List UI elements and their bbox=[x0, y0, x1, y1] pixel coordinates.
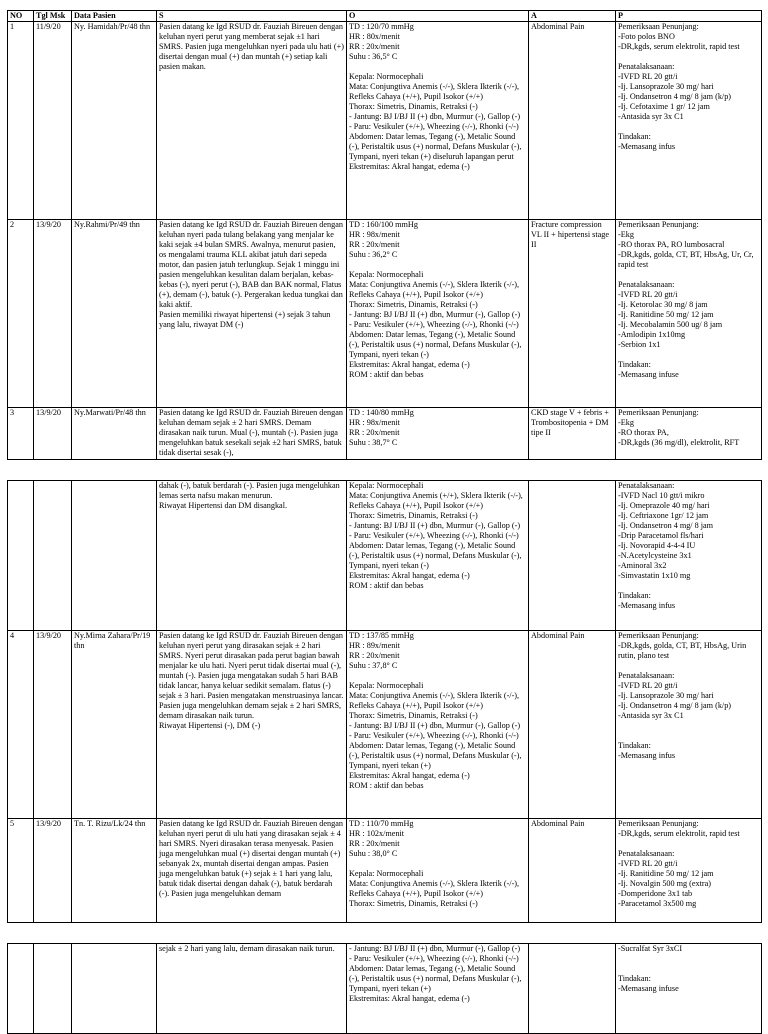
cell-line: -Paracetamol 3x500 mg bbox=[618, 899, 697, 908]
cell-line bbox=[349, 859, 526, 869]
cell-patient: Ny. Hamidah/Pr/48 thn bbox=[72, 22, 157, 220]
cell-subjective: Pasien datang ke Igd RSUD dr. Fauziah Bireuen dengan keluhan demam sejak ± 2 hari SMRS. Demam dirasakan naik turun. Mual (-), muntah (-). Pasien juga mengeluhkan batuk sesekali sejak ±2 hari SMRS, batuk tidak disertai sesak (-), bbox=[157, 408, 347, 460]
cell-line: Penatalaksanaan: bbox=[618, 671, 675, 680]
cell-line: -IVFD Nacl 10 gtt/i mikro bbox=[618, 491, 705, 500]
cell-line: -DR,kgds, golda, CT, BT, HbsAg, Ur, Cr, rapid test bbox=[618, 250, 754, 269]
cell-objective bbox=[347, 631, 529, 819]
cell-line: TD : 110/70 mmHg bbox=[349, 819, 414, 828]
cell-line: - Paru: Vesikuler (+/+), Wheezing (-/-), Rhonki (-/-) bbox=[349, 531, 519, 540]
cell-line: -Ij. Lansoprazole 30 mg/ hari bbox=[618, 691, 714, 700]
cell-plan bbox=[616, 631, 762, 819]
cell-line: -RO thorax PA, RO lumbosacral bbox=[618, 240, 725, 249]
cell-patient bbox=[72, 481, 157, 631]
cell-line: Thorax: Simetris, Dinamis, Retraksi (-) bbox=[349, 511, 478, 520]
cell-line: Suhu : 38,7° C bbox=[349, 438, 398, 447]
cell-line: Thorax: Simetris, Dinamis, Retraksi (-) bbox=[349, 102, 478, 111]
cell-subjective bbox=[157, 481, 347, 631]
cell-no: 3 bbox=[8, 408, 34, 460]
cell-line: Tindakan: bbox=[618, 741, 651, 750]
cell-date: 13/9/20 bbox=[34, 408, 72, 460]
cell-line: - Paru: Vesikuler (+/+), Wheezing (-/-), Rhonki (-/-) bbox=[349, 122, 519, 131]
cell-line: ROM : aktif dan bebas bbox=[349, 370, 424, 379]
cell-line bbox=[349, 62, 526, 72]
cell-line: RR : 20x/menit bbox=[349, 240, 400, 249]
cell-subjective: sejak ± 2 hari yang lalu, demam dirasakan naik turun. bbox=[157, 944, 347, 1034]
cell-line: - Jantung: BJ I/BJ II (+) dbn, Murmur (-), Gallop (-) bbox=[349, 944, 521, 953]
cell-subjective: Pasien datang ke Igd RSUD dr. Fauziah Bireuen dengan keluhan nyeri perut yang memberat sejak ±1 hari SMRS. Pasien juga mengeluhkan nyeri pada ulu hati (+) disertai dengan mual (+) dan muntah (+) setiap kali pasien makan. bbox=[157, 22, 347, 220]
table-row bbox=[8, 481, 762, 631]
cell-line: Pasien memiliki riwayat hipertensi (+) sejak 3 tahun yang lalu, riwayat DM (-) bbox=[159, 310, 331, 329]
cell-line: Mata: Conjungtiva Anemis (-/-), Sklera Ikterik (-/-), Refleks Cahaya (+/+), Pupil Isokor (+/+) bbox=[349, 691, 520, 710]
cell-line: -DR,kgds, serum elektrolit, rapid test bbox=[618, 829, 740, 838]
cell-line: - Jantung: BJ I/BJ II (+) dbn, Murmur (-), Gallop (-) bbox=[349, 521, 521, 530]
cell-line: -N.Acetylcysteine 3x1 bbox=[618, 551, 692, 560]
cell-line: ROM : aktif dan bebas bbox=[349, 781, 424, 790]
cell-patient: Ny.Rahmi/Pr/49 thn bbox=[72, 220, 157, 408]
cell-line: Ekstremitas: Akral hangat, edema (-) bbox=[349, 771, 470, 780]
cell-line: RR : 20x/menit bbox=[349, 42, 400, 51]
cell-no: 4 bbox=[8, 631, 34, 819]
cell-line: -Ij. Ranitidine 50 mg/ 12 jam bbox=[618, 310, 714, 319]
cell-plan bbox=[616, 819, 762, 923]
cell-line: Abdomen: Datar lemas, Tegang (-), Metalic Sound (-), Peristaltik usus (+) normal, Defans Muskular (-), Tympani, nyeri tekan (-) bbox=[349, 330, 522, 359]
cell-line: ROM : aktif dan bebas bbox=[349, 581, 424, 590]
cell-line: Abdomen: Datar lemas, Tegang (-), Metalic Sound (-), Peristaltik usus (+) normal, Defans Muskular (-), Tympani, nyeri tekan (+) diseluruh lapangan perut bbox=[349, 132, 522, 161]
table-row bbox=[8, 631, 762, 819]
cell-line: Tindakan: bbox=[618, 591, 651, 600]
cell-line: Penatalaksanaan: bbox=[618, 481, 675, 490]
cell-line: Mata: Conjungtiva Anemis (-/-), Sklera Ikterik (-/-), Refleks Cahaya (+/+), Pupil Isokor (+/+) bbox=[349, 280, 520, 299]
cell-line: -Ij. Ceftriaxone 1gr/ 12 jam bbox=[618, 511, 709, 520]
cell-line: Suhu : 36,5° C bbox=[349, 52, 398, 61]
cell-line: Tindakan: bbox=[618, 974, 651, 983]
table-row bbox=[8, 408, 762, 460]
cell-no: 2 bbox=[8, 220, 34, 408]
cell-date: 13/9/20 bbox=[34, 819, 72, 923]
cell-assessment: CKD stage V + febris + Trombositopenia + DM tipe II bbox=[529, 408, 616, 460]
cell-line: Kepala: Normocephali bbox=[349, 72, 424, 81]
cell-subjective: Pasien datang ke Igd RSUD dr. Fauziah Bireuen dengan keluhan nyeri perut di ulu hati yang dirasakan sejak ± 4 hari SMRS. Nyeri dirasakan terasa menyesak. Pasien juga mengeluhkan mual (+) disertai dengan muntah (+) sebanyak 2x, muntah disertai dengan ampas. Pasien juga mengeluhkan batuk (+) sejak ± 1 hari yang lalu, batuk tidak disertai dengan dahak (-), batuk berdarah (-). Pasien juga mengeluhkan demam bbox=[157, 819, 347, 923]
cell-line: Suhu : 38,0° C bbox=[349, 849, 398, 858]
cell-assessment: Abdominal Pain bbox=[529, 819, 616, 923]
cell-objective bbox=[347, 22, 529, 220]
cell-patient: Ny.Marwati/Pr/48 thn bbox=[72, 408, 157, 460]
cell-line: Ekstremitas: Akral hangat, edema (-) bbox=[349, 571, 470, 580]
cell-line: Ekstremitas: Akral hangat, edema (-) bbox=[349, 360, 470, 369]
cell-line: -Ij. Novalgin 500 mg (extra) bbox=[618, 879, 711, 888]
cell-line bbox=[349, 260, 526, 270]
cell-objective bbox=[347, 481, 529, 631]
cell-line: -Memasang infuse bbox=[618, 370, 679, 379]
cell-line: RR : 20x/menit bbox=[349, 428, 400, 437]
cell-line: -IVFD RL 20 gtt/i bbox=[618, 290, 678, 299]
cell-line: TD : 137/85 mmHg bbox=[349, 631, 414, 640]
cell-line: Mata: Conjungtiva Anemis (-/-), Sklera Ikterik (-/-), Refleks Cahaya (+/+), Pupil Isokor (+/+) bbox=[349, 82, 520, 101]
cell-no bbox=[8, 944, 34, 1034]
cell-line bbox=[618, 581, 759, 591]
cell-line: Mata: Conjungtiva Anemis (-/-), Sklera Ikterik (-/-), Refleks Cahaya (+/+), Pupil Isokor (+/+) bbox=[349, 879, 520, 898]
cell-objective bbox=[347, 220, 529, 408]
header-patient: Data Pasien bbox=[72, 11, 157, 22]
table-row bbox=[8, 944, 762, 1034]
cell-line: Penatalaksanaan: bbox=[618, 280, 675, 289]
cell-line: RR : 20x/menit bbox=[349, 839, 400, 848]
cell-line: -DR,kgds, golda, CT, BT, HbsAg, Urin rutin, plano test bbox=[618, 641, 747, 660]
cell-line: TD : 160/100 mmHg bbox=[349, 220, 418, 229]
cell-line: - Paru: Vesikuler (+/+), Wheezing (-/-), Rhonki (-/-) bbox=[349, 731, 519, 740]
cell-line bbox=[618, 839, 759, 849]
cell-line: Pemeriksaan Penunjang: bbox=[618, 631, 699, 640]
soap-table-page-2 bbox=[7, 480, 762, 923]
table-row bbox=[8, 220, 762, 408]
cell-line: -Memasang infuse bbox=[618, 984, 679, 993]
cell-assessment bbox=[529, 944, 616, 1034]
cell-objective bbox=[347, 408, 529, 460]
cell-line: -Serbion 1x1 bbox=[618, 340, 661, 349]
cell-assessment: Abdominal Pain bbox=[529, 22, 616, 220]
cell-line: Pemeriksaan Penunjang: bbox=[618, 22, 699, 31]
cell-line: Abdomen: Datar lemas, Tegang (-), Metalic Sound (-), Peristaltik usus (+) normal, Defans Muskular (-), Tympani, nyeri tekan (-) bbox=[349, 541, 522, 570]
cell-line: Pemeriksaan Penunjang: bbox=[618, 408, 699, 417]
cell-line: -Ij. Ondansetron 4 mg/ 8 jam bbox=[618, 521, 714, 530]
cell-no bbox=[8, 481, 34, 631]
cell-line: -Foto polos BNO bbox=[618, 32, 675, 41]
cell-assessment bbox=[529, 481, 616, 631]
cell-line bbox=[618, 721, 759, 731]
cell-line: -IVFD RL 20 gtt/i bbox=[618, 859, 678, 868]
cell-line: -DR,kgds, serum elektrolit, rapid test bbox=[618, 42, 740, 51]
cell-plan bbox=[616, 220, 762, 408]
cell-line: TD : 120/70 mmHg bbox=[349, 22, 414, 31]
cell-line: -Ij. Ketorolac 30 mg/ 8 jam bbox=[618, 300, 708, 309]
soap-table-page-3 bbox=[7, 943, 762, 1034]
cell-line: -Antasida syr 3x C1 bbox=[618, 711, 684, 720]
cell-line: - Jantung: BJ I/BJ II (+) dbn, Murmur (-), Gallop (-) bbox=[349, 310, 521, 319]
cell-assessment: Fracture compression VL II + hipertensi stage II bbox=[529, 220, 616, 408]
cell-line: -Memasang infus bbox=[618, 601, 676, 610]
cell-line bbox=[618, 661, 759, 671]
cell-line: HR : 89x/menit bbox=[349, 641, 400, 650]
cell-line bbox=[618, 350, 759, 360]
cell-line: -Domperidone 3x1 tab bbox=[618, 889, 693, 898]
header-objective: O bbox=[347, 11, 529, 22]
header-date: Tgl Msk bbox=[34, 11, 72, 22]
cell-line: -Simvastatin 1x10 mg bbox=[618, 571, 691, 580]
cell-line: -Memasang infus bbox=[618, 142, 676, 151]
table-header-row bbox=[8, 11, 762, 22]
header-subjective: S bbox=[157, 11, 347, 22]
header-assessment: A bbox=[529, 11, 616, 22]
cell-line: -IVFD RL 20 gtt/i bbox=[618, 72, 678, 81]
cell-date bbox=[34, 944, 72, 1034]
cell-line: RR : 20x/menit bbox=[349, 651, 400, 660]
cell-line: Pemeriksaan Penunjang: bbox=[618, 220, 699, 229]
cell-line: Tindakan: bbox=[618, 360, 651, 369]
cell-line: -Sucralfat Syr 3xCI bbox=[618, 944, 683, 953]
cell-line: Riwayat Hipertensi dan DM disangkal. bbox=[159, 501, 288, 510]
cell-plan bbox=[616, 481, 762, 631]
cell-line: -RO thorax PA, bbox=[618, 428, 669, 437]
cell-line: - Paru: Vesikuler (+/+), Wheezing (-/-), Rhonki (-/-) bbox=[349, 954, 519, 963]
table-row bbox=[8, 22, 762, 220]
cell-line: Pasien datang ke Igd RSUD dr. Fauziah Bireuen dengan keluhan nyeri perut yang dirasakan sejak ± 2 hari SMRS. Nyeri perut dirasakan pada perut bagian bawah menjalar ke ulu hati. Nyeri perut tidak disertai mual (-), muntah (-). Pasien juga mengatakan sudah 5 hari BAB tidak lancar, hanya keluar sedikit semalam. flatus (-) sejak ± 3 hari. Pasien mengatakan menstruasinya lancar. Pasien juga mengeluhkan demam sejak ± 2 hari SMRS, demam dirasakan naik turun. bbox=[159, 631, 344, 720]
cell-line: Abdomen: Datar lemas, Tegang (-), Metalic Sound (-), Peristaltik usus (+) normal, Defans Muskular (-), Tympani, nyeri tekan (+) bbox=[349, 741, 522, 770]
cell-line: Tindakan: bbox=[618, 132, 651, 141]
cell-line: dahak (-), batuk berdarah (-). Pasien juga mengeluhkan lemas serta nafsu makan menurun. bbox=[159, 481, 340, 500]
cell-line: Ekstremitas: Akral hangat, edema (-) bbox=[349, 994, 470, 1003]
cell-line: Thorax: Simetris, Dinamis, Retraksi (-) bbox=[349, 711, 478, 720]
cell-line: - Jantung: BJ I/BJ II (+) dbn, Murmur (-), Gallop (-) bbox=[349, 721, 521, 730]
cell-line: Riwayat Hipertensi (-), DM (-) bbox=[159, 721, 261, 730]
cell-patient: Tn. T. Rizu/Lk/24 thn bbox=[72, 819, 157, 923]
cell-subjective bbox=[157, 220, 347, 408]
cell-line: Pemeriksaan Penunjang: bbox=[618, 819, 699, 828]
cell-date: 11/9/20 bbox=[34, 22, 72, 220]
cell-line bbox=[618, 964, 759, 974]
cell-line: Thorax: Simetris, Dinamis, Retraksi (-) bbox=[349, 899, 478, 908]
cell-line: -Ij. Lansoprazole 30 mg/ hari bbox=[618, 82, 714, 91]
cell-line: -Ij. Omeprazole 40 mg/ hari bbox=[618, 501, 710, 510]
cell-line: -Amlodipin 1x10mg bbox=[618, 330, 686, 339]
cell-line bbox=[618, 122, 759, 132]
header-no: NO bbox=[8, 11, 34, 22]
cell-line: Ekstremitas: Akral hangat, edema (-) bbox=[349, 162, 470, 171]
cell-line: - Jantung: BJ I/BJ II (+) dbn, Murmur (-), Gallop (-) bbox=[349, 112, 521, 121]
cell-line: Thorax: Simetris, Dinamis, Retraksi (-) bbox=[349, 300, 478, 309]
cell-line: -Ekg bbox=[618, 418, 634, 427]
cell-line: Kepala: Normocephali bbox=[349, 869, 424, 878]
cell-line: -Memasang infus bbox=[618, 751, 676, 760]
cell-line bbox=[618, 52, 759, 62]
cell-line: Abdomen: Datar lemas, Tegang (-), Metalic Sound (-), Peristaltik usus (+) normal, Defans Muskular (-), Tympani, nyeri tekan (+) bbox=[349, 964, 522, 993]
cell-objective bbox=[347, 944, 529, 1034]
cell-line: - Paru: Vesikuler (+/+), Wheezing (-/-), Rhonki (-/-) bbox=[349, 320, 519, 329]
cell-line: HR : 98x/menit bbox=[349, 418, 400, 427]
cell-line: HR : 98x/menit bbox=[349, 230, 400, 239]
cell-date: 13/9/20 bbox=[34, 220, 72, 408]
cell-objective bbox=[347, 819, 529, 923]
cell-line: Mata: Conjungtiva Anemis (+/+), Sklera Ikterik (-/-), Refleks Cahaya (+/+), Pupil Isokor (+/+) bbox=[349, 491, 523, 510]
cell-line: Kepala: Normocephali bbox=[349, 270, 424, 279]
cell-assessment: Abdominal Pain bbox=[529, 631, 616, 819]
cell-line: Kepala: Normocephali bbox=[349, 481, 424, 490]
cell-subjective bbox=[157, 631, 347, 819]
cell-line: -Ij. Ondansetron 4 mg/ 8 jam (k/p) bbox=[618, 92, 732, 101]
cell-line: Kepala: Normocephali bbox=[349, 681, 424, 690]
cell-line: -Antasida syr 3x C1 bbox=[618, 112, 684, 121]
cell-date bbox=[34, 481, 72, 631]
cell-line bbox=[349, 671, 526, 681]
cell-line: -IVFD RL 20 gtt/i bbox=[618, 681, 678, 690]
cell-patient: Ny.Mirna Zahara/Pr/19 thn bbox=[72, 631, 157, 819]
cell-no: 1 bbox=[8, 22, 34, 220]
cell-patient bbox=[72, 944, 157, 1034]
cell-line: -Drip Paracetamol fls/hari bbox=[618, 531, 704, 540]
cell-line: Pasien datang ke Igd RSUD dr. Fauziah Bireuen dengan keluhan nyeri pada tulang belakang yang menjalar ke kaki sejak ±4 bulan SMRS. Awalnya, menurut pasien, os mengalami trauma KLL akibat jatuh dari sepeda motor, dan pasien jatuh terlungkup. Sejak 1 minggu ini pasien mengeluhkan kesulitan dalam berjalan, kebas-kebas (-), nyeri perut (-), BAB dan BAK normal, Flatus (+), demam (-), batuk (-). Pergerakan kedua tungkai dan kaki aktif. bbox=[159, 220, 343, 309]
cell-line: TD : 140/80 mmHg bbox=[349, 408, 414, 417]
table-row bbox=[8, 819, 762, 923]
cell-line: -Ij. Ranitidine 50 mg/ 12 jam bbox=[618, 869, 714, 878]
cell-line: Suhu : 36,2° C bbox=[349, 250, 398, 259]
cell-line: Penatalaksanaan: bbox=[618, 62, 675, 71]
soap-table-page-1 bbox=[7, 10, 762, 460]
cell-line: Suhu : 37,8° C bbox=[349, 661, 398, 670]
cell-line: HR : 80x/menit bbox=[349, 32, 400, 41]
cell-line: -Ij. Ondansetron 4 mg/ 8 jam (k/p) bbox=[618, 701, 732, 710]
cell-line: -DR,kgds (36 mg/dl), elektrolit, RFT bbox=[618, 438, 740, 447]
cell-plan bbox=[616, 944, 762, 1034]
cell-date: 13/9/20 bbox=[34, 631, 72, 819]
cell-line: -Ij. Mecobalamin 500 ug/ 8 jam bbox=[618, 320, 723, 329]
cell-line: -Ij. Cefotaxime 1 gr/ 12 jam bbox=[618, 102, 710, 111]
cell-line bbox=[618, 954, 759, 964]
header-plan: P bbox=[616, 11, 762, 22]
cell-plan bbox=[616, 22, 762, 220]
cell-line bbox=[618, 270, 759, 280]
cell-line: Penatalaksanaan: bbox=[618, 849, 675, 858]
cell-line: HR : 102x/menit bbox=[349, 829, 405, 838]
cell-line: -Aminoral 3x2 bbox=[618, 561, 667, 570]
cell-no: 5 bbox=[8, 819, 34, 923]
cell-line bbox=[618, 731, 759, 741]
cell-plan bbox=[616, 408, 762, 460]
cell-line: -Ekg bbox=[618, 230, 634, 239]
cell-line: -Ij. Novorapid 4-4-4 IU bbox=[618, 541, 696, 550]
